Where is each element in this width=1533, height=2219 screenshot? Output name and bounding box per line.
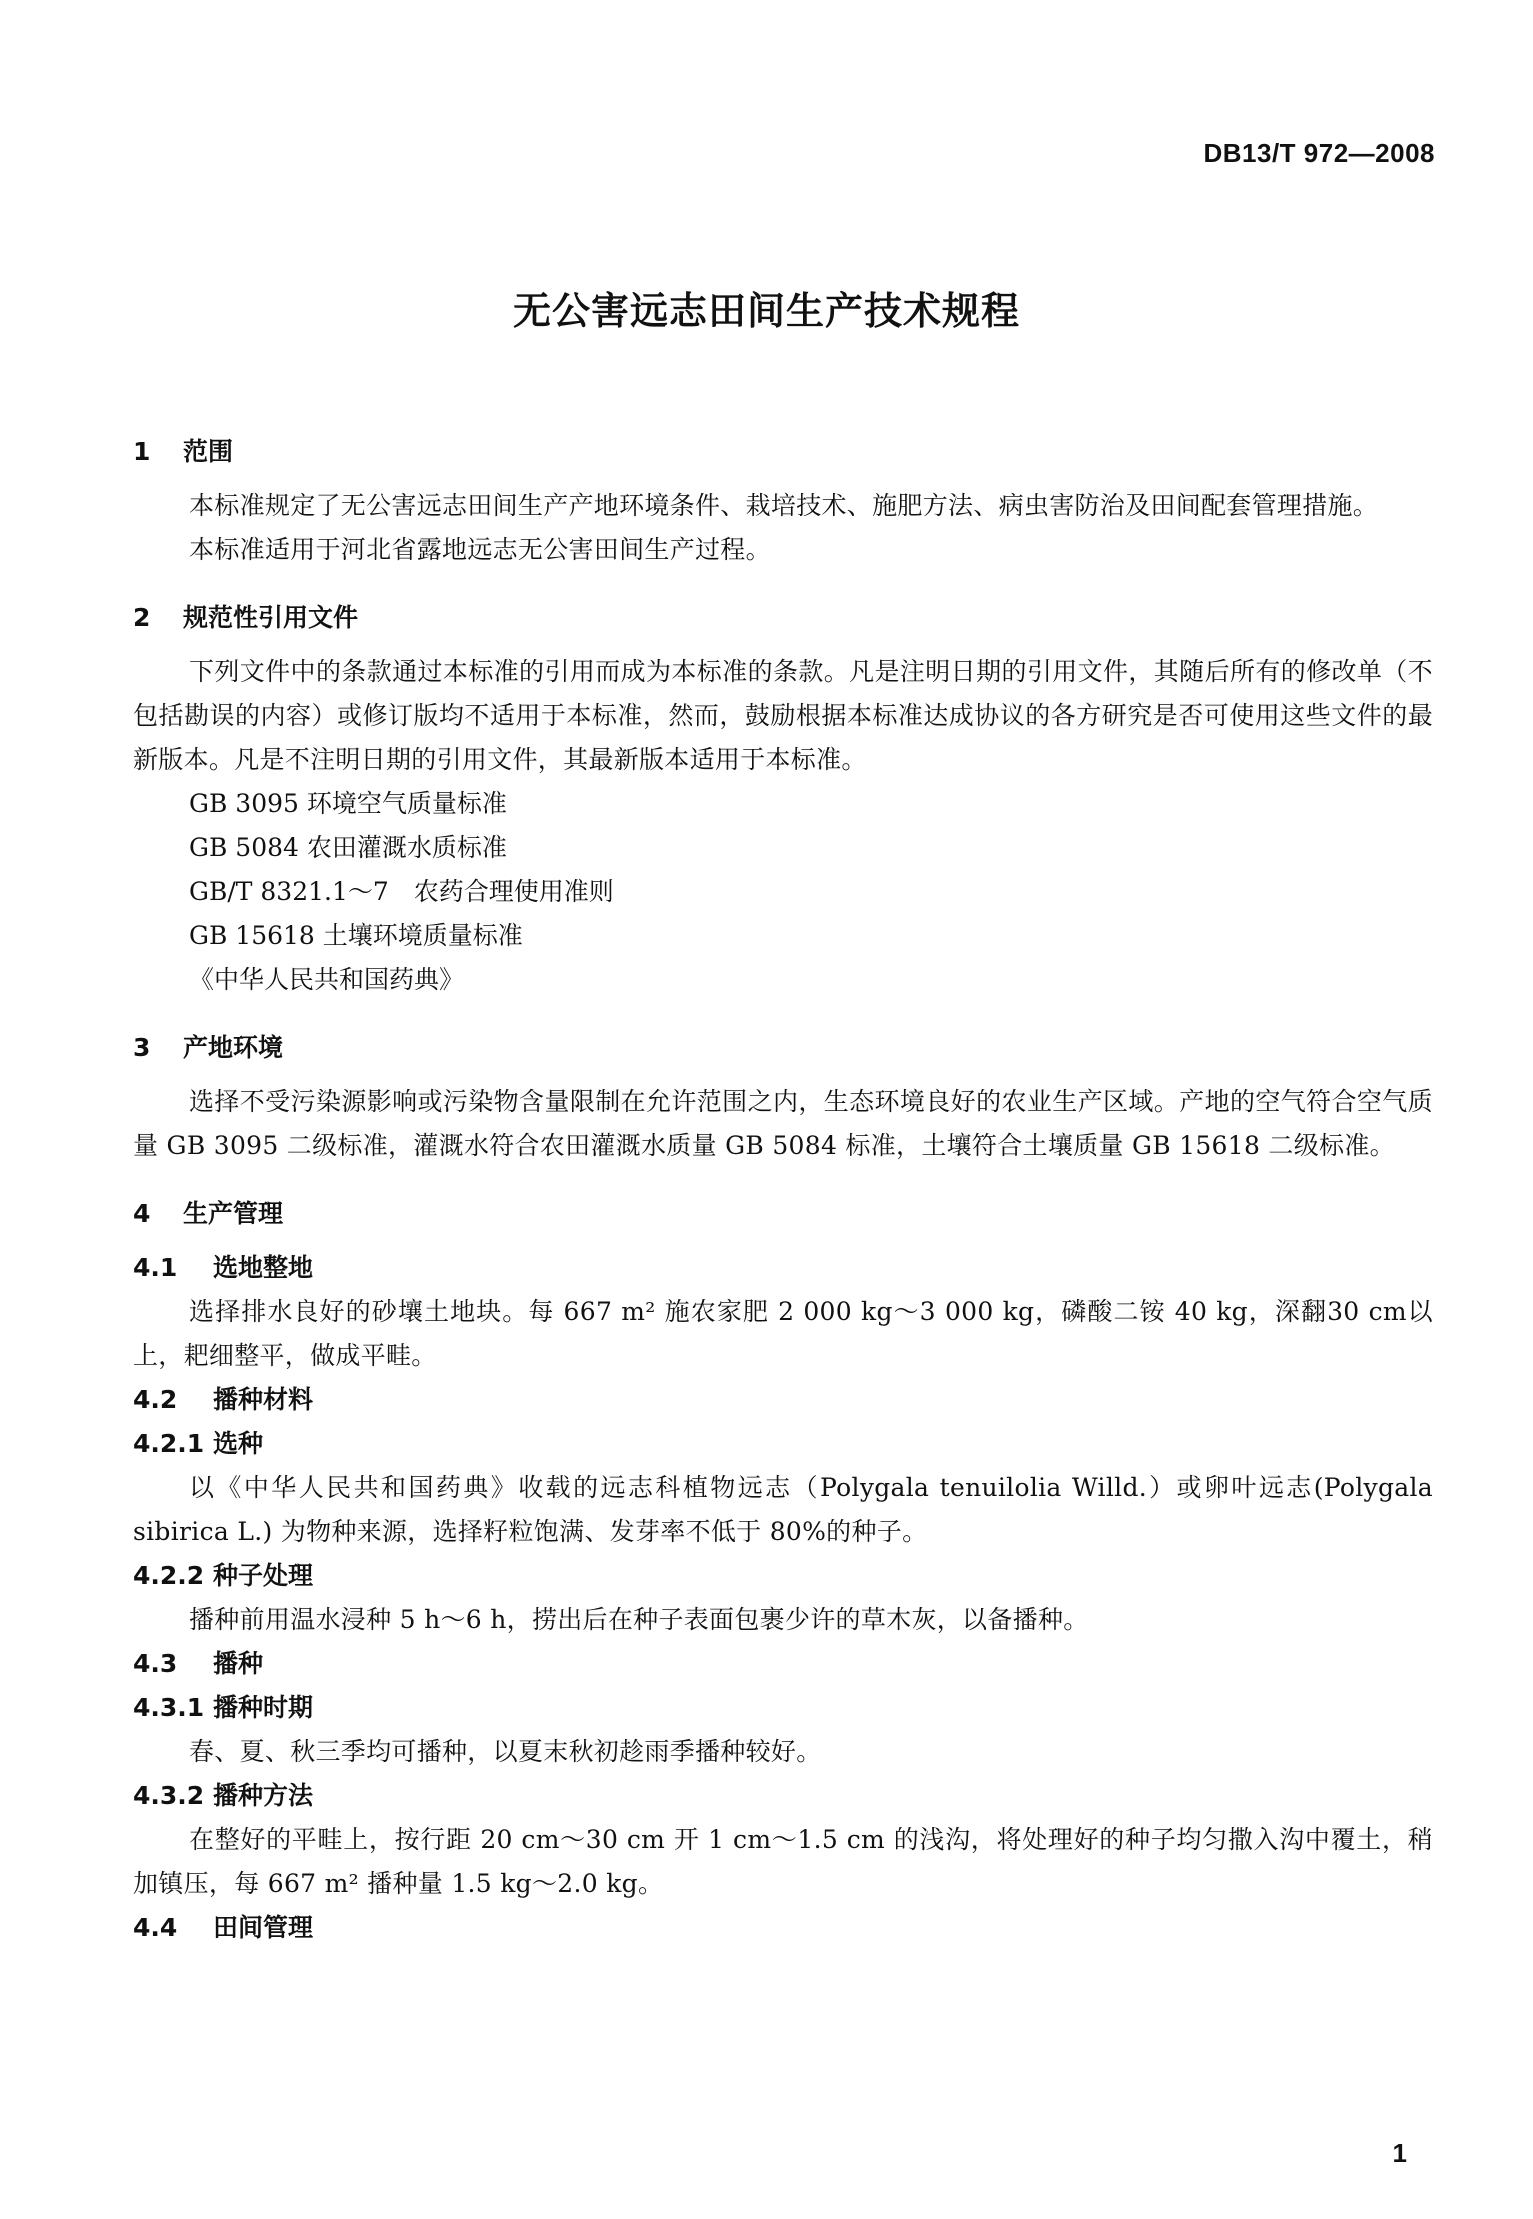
section-title: 生产管理 — [183, 1199, 284, 1228]
document-body — [133, 420, 1433, 1950]
paragraph: 以《中华人民共和国药典》收载的远志科植物远志（Polygala tenuilolia Willd.）或卵叶远志(Polygala sibirica L.) 为物种来源，选择籽粒饱满、发芽率不低于 80%的种子。 — [133, 1473, 1433, 1546]
subsection-number: 4.3 — [133, 1649, 178, 1678]
paragraph: 选择不受污染源影响或污染物含量限制在允许范围之内，生态环境良好的农业生产区域。产地的空气符合空气质量 GB 3095 二级标准，灌溉水符合农田灌溉水质量 GB 5084 标准，土壤符合土壤质量 GB 15618 二级标准。 — [133, 1087, 1433, 1160]
subsection-number: 4.3.1 — [133, 1693, 205, 1722]
section-2-heading — [133, 586, 1433, 650]
subsection-heading — [133, 1422, 1433, 1466]
document-code: DB13/T 972—2008 — [1203, 138, 1435, 168]
subsection-number: 4.2.1 — [133, 1429, 205, 1458]
subsection-number: 4.1 — [133, 1253, 178, 1282]
section-number: 3 — [133, 1033, 151, 1062]
section-4-heading — [133, 1182, 1433, 1246]
reference-item: 《中华人民共和国药典》 — [189, 965, 465, 994]
paragraph: 本标准适用于河北省露地远志无公害田间生产过程。 — [189, 535, 771, 564]
section-number: 4 — [133, 1199, 151, 1228]
subsection-title: 田间管理 — [213, 1913, 314, 1942]
subsection-title: 选种 — [213, 1429, 264, 1458]
subsection-heading — [133, 1642, 1433, 1686]
subsection-heading — [133, 1554, 1433, 1598]
paragraph: 选择排水良好的砂壤土地块。每 667 m² 施农家肥 2 000 kg～3 000 kg，磷酸二铵 40 kg，深翻30 cm以上，耙细整平，做成平畦。 — [133, 1297, 1433, 1370]
subsection-heading — [133, 1906, 1433, 1950]
document-title: 无公害远志田间生产技术规程 — [512, 289, 1020, 333]
paragraph: 播种前用温水浸种 5 h～6 h，捞出后在种子表面包裹少许的草木灰，以备播种。 — [189, 1605, 1089, 1634]
section-title: 规范性引用文件 — [183, 603, 359, 632]
paragraph: 下列文件中的条款通过本标准的引用而成为本标准的条款。凡是注明日期的引用文件，其随后所有的修改单（不包括勘误的内容）或修订版均不适用于本标准，然而，鼓励根据本标准达成协议的各方研究是否可使用这些文件的最新版本。凡是不注明日期的引用文件，其最新版本适用于本标准。 — [133, 657, 1433, 774]
reference-item: GB 5084 农田灌溉水质标准 — [189, 833, 507, 862]
subsection-title: 选地整地 — [213, 1253, 314, 1282]
subsection-heading — [133, 1378, 1433, 1422]
subsection-heading — [133, 1774, 1433, 1818]
section-number: 1 — [133, 437, 151, 466]
subsection-title: 种子处理 — [213, 1561, 314, 1590]
paragraph: 本标准规定了无公害远志田间生产产地环境条件、栽培技术、施肥方法、病虫害防治及田间配套管理措施。 — [189, 491, 1379, 520]
subsection-heading — [133, 1686, 1433, 1730]
reference-item: GB/T 8321.1～7 农药合理使用准则 — [189, 877, 614, 906]
section-3-heading — [133, 1016, 1433, 1080]
paragraph: 春、夏、秋三季均可播种，以夏末秋初趁雨季播种较好。 — [189, 1737, 822, 1766]
subsection-number: 4.4 — [133, 1913, 178, 1942]
paragraph: 在整好的平畦上，按行距 20 cm～30 cm 开 1 cm～1.5 cm 的浅沟，将处理好的种子均匀撒入沟中覆土，稍加镇压，每 667 m² 播种量 1.5 kg～2.0 kg。 — [133, 1825, 1433, 1898]
subsection-title: 播种时期 — [213, 1693, 314, 1722]
reference-item: GB 3095 环境空气质量标准 — [189, 789, 507, 818]
subsection-title: 播种 — [213, 1649, 264, 1678]
subsection-number: 4.2.2 — [133, 1561, 205, 1590]
subsection-number: 4.3.2 — [133, 1781, 205, 1810]
section-number: 2 — [133, 603, 151, 632]
subsection-heading — [133, 1246, 1433, 1290]
subsection-title: 播种方法 — [213, 1781, 314, 1810]
subsection-number: 4.2 — [133, 1385, 178, 1414]
subsection-title: 播种材料 — [213, 1385, 314, 1414]
section-1-heading — [133, 420, 1433, 484]
page-number: 1 — [1392, 2138, 1407, 2168]
section-title: 产地环境 — [183, 1033, 284, 1062]
section-title: 范围 — [183, 437, 234, 466]
reference-item: GB 15618 土壤环境质量标准 — [189, 921, 523, 950]
